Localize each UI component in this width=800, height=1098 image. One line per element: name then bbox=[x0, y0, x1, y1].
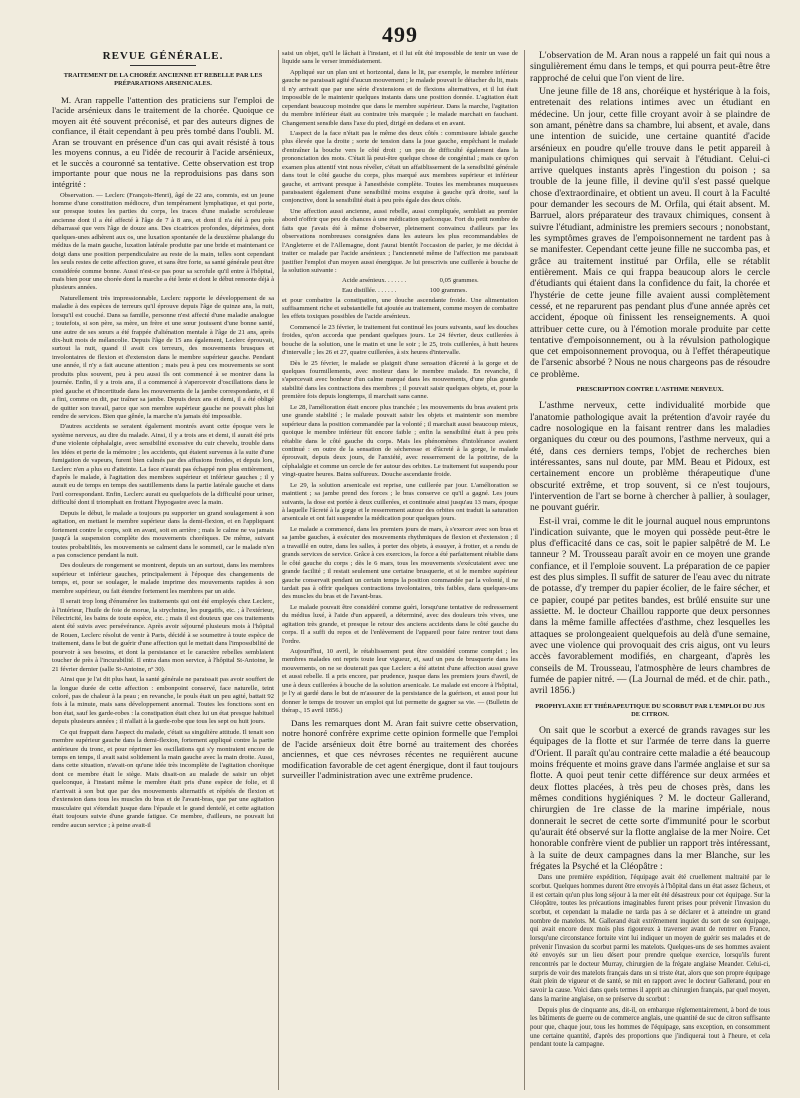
scurvy-title: PROPHYLAXIE ET THÉRAPEUTIQUE DU SCORBUT PAR L'EMPLOI DU JUS DE CITRON. bbox=[535, 702, 765, 718]
scurvy-paragraph-2: Dans une première expédition, l'équipage avait été cruellement maltraité par le scorbut. Quelques hommes durent être envoyés à l'hôpital dans un état assez fâcheux, et il est certain qu'un plus long séjour à la mer eût été désastreux pour cet équipage. Sur la Cléopâtre, toutes les précautions imaginables furent prises pour prévenir l'invasion du scorbut, et cependant la maladie ne tarda pas à se déclarer et à atteindre un grand nombre de matelots. M. Gallerand était extrêmement inquiet du sort de son équipage, qui avait encore deux mois plus rigoureux à traverser avant de rentrer en France, lorsqu'une circonstance fortuite vint lui indiquer un moyen de guérir ses malades et de prévenir l'invasion du scorbut parmi les matelots. Quelques-uns de ses hommes avaient été envoyés sur un lieu désert pour prendre quelque exercice, lorsqu'ils furent rencontrés par le docteur Murray, chirurgien de la frégate anglaise Meander. Celui-ci, surpris de voir des matelots français dans un si triste état, alors que son propre équipage était plein de vigueur et de santé, se mit en rapport avec le docteur Gallerand, pour en savoir la cause. Voici dans quels termes il apprit au chirurgien français, par quel moyen, dans la marine anglaise, on se préserve du scorbut : bbox=[530, 874, 770, 1003]
chorea-observation-12: Une affection aussi ancienne, aussi rebelle, aussi compliquée, semblait au premier abord n'offrir que peu de chances à une médication quelconque. Fort du petit nombre de faits que j'avais été à même d'observer, pleinement convaincu d'ailleurs par les observations nombreuses consignées dans les auteurs les plus recommandables de l'Angleterre et de l'Allemagne, dont j'aurai bientôt l'occasion de parler, je me décidai à traiter ce malade par l'acide arsénieux ; l'ancienneté même de l'affection me paraissait justifier l'emploi d'un moyen aussi énergique. Je lui prescrivis une cuillerée à bouche de la solution suivante : bbox=[282, 207, 518, 274]
recipe-1-name: Acide arsénieux bbox=[342, 277, 385, 285]
column-3 bbox=[530, 50, 770, 1090]
chorea-observation-15: Dès le 25 février, le malade se plaignit d'une sensation d'âcreté à la gorge et de quelques fourmillements, avec moiteur dans le membre malade. En revanche, il s'apercevait avec bonheur d'un calme marqué dans les mouvements, d'une plus grande stabilité dans les contractions des membres ; il pouvait saisir quelques objets, et, pour la première fois depuis longtemps, il marchait sans canne. bbox=[282, 359, 518, 401]
chorea-observation-13: et pour combattre la constipation, une douche ascendante froide. Une alimentation suffisamment riche et substantielle fut ajoutée au traitement, comme moyen de combattre les effets toxiques possibles de l'acide arsénieux. bbox=[282, 296, 518, 321]
asthma-paragraph-1: L'asthme nerveux, cette individualité morbide que l'anatomie pathologique avait la prétention d'avoir rayée du cadre nosologique en la faisant rentrer dans les maladies organiques du cœur ou des poumons, l'asthme nerveux, qui a été, dans ces derniers temps, l'objet de recherches bien intéressantes, sans nul doute, par MM. Beau et Pidoux, est certainement encore un problème thérapeutique d'une obscurité extrême, et trop souvent, si ce n'est toujours, l'intervention de l'art se borne à chercher à pallier, à soulager, ne pouvant guérir. bbox=[530, 400, 770, 514]
asthma-paragraph-2: Est-il vrai, comme le dit le journal auquel nous empruntons l'indication suivante, que le moyen qui possède peut-être le plus d'efficacité dans ce cas, soit le papier salpêtré de M. Le tanneur ? M. Trousseau paraît avoir en ce moyen une grande confiance, et il l'emploie souvent. La préparation de ce papier est des plus simples. Il suffit de saturer de l'eau avec du nitrate de potasse, d'y tremper du papier écolier, de le faire sécher, et ce papier, coupé par petites bandes, est brûlé ensuite sur une assiette. M. le docteur Chaillou rapporte que deux personnes dans la même famille affectées d'asthme, chez lesquelles les attaques se prolongeaient quelquefois au delà d'une semaine, avec une violence qui provoquait des cris aigus, ont vu leurs accès favorablement modifiés, en chargeant, d'après les conseils de M. Trousseau, l'atmosphère de leurs chambres de fumée de papier nitré. — (La Journal de méd. et de chir. path., avril 1856.) bbox=[530, 515, 770, 697]
chorea-observation-9: saisi un objet, qu'il le lâchait à l'instant, et il lui eût été impossible de tenir un vase de liquide sans le verser immédiatement. bbox=[282, 50, 518, 66]
chorea-observation-6: Il serait trop long d'énumérer les traitements qui ont été employés chez Leclerc, à l'intérieur, l'huile de foie de morue, la strychnine, les purgatifs, etc. ; à l'extérieur, l'électricité, les bains de toute espèce, etc. ; mais il est douteux que ces traitements aient été suivis avec persévérance. Après avoir séjourné plusieurs mois à l'hôpital de Rouen, Leclerc résolut de venir à Paris, décidé à se soumettre à toute espèce de traitement, dans le but de guérir d'une affection qui le mettait dans l'impossibilité de pourvoir à ses besoins, et dont la persistance et le caractère rebelles semblaient toucher de près à l'incurabilité. Il entra dans mon service, à l'hôpital St-Antoine, le 21 février dernier (salle St-Antoine, nº 30). bbox=[52, 598, 274, 673]
chorea-comment: Dans les remarques dont M. Aran fait suivre cette observation, notre honoré confrère exprime cette opinion formelle que l'emploi de l'acide arsénieux doit être borné au traitement des chorées anciennes, et que ces névroses récentes ne requièrent aucune modification favorable de cet agent énergique, dont il faut toujours surveiller l'administration avec une extrême prudence. bbox=[282, 717, 518, 781]
chorea-title: TRAITEMENT DE LA CHORÉE ANCIENNE ET REBELLE PAR LES PRÉPARATIONS ARSENICALES. bbox=[63, 72, 263, 88]
chorea-observation-16: Le 28, l'amélioration était encore plus tranchée ; les mouvements du bras avaient pris une grande stabilité ; le malade pouvait saisir les objets et maintenir son membre supérieur dans la position commandée par la volonté ; il marchait aussi beaucoup mieux, quoique le membre inférieur fût encore faible ; enfin la sensibilité était à peu près rétablie dans le côté gauche du corps. Mais les phénomènes d'intolérance avaient continué : en outre de la sensation de sécheresse et d'âcreté à la gorge, le malade éprouvait, depuis deux jours, de l'anxiété, avec resserrement de la poitrine, de la céphalalgie et comme un cercle de fer autour des orbites. Le traitement fut suspendu pour vingt-quatre heures. Bains sulfureux. Douche ascendante froide. bbox=[282, 403, 518, 479]
chorea-observation-4: Depuis le début, le malade a toujours pu supporter un grand soulagement à son agitation, en mettant le membre supérieur dans la demi-flexion, et en l'appliquant fortement contre le corps, soit en avant, soit en arrière ; mais le calme ne va jamais jusqu'à la suspension complète des mouvements choréiques. De même, suivant toutes probabilités, les mouvements se calment dans le sommeil, car le malade n'en a pas conscience pendant la nuit. bbox=[52, 509, 274, 559]
recipe-line-1: Acide arsénieux. . . . . . . 0,05 grammes. bbox=[342, 277, 479, 285]
chorea-case: Une jeune fille de 18 ans, choréique et hystérique à la fois, entretenait des relations intimes avec un étudiant en médecine. Un jour, cette fille croyant avoir à se plaindre de son amant, pénètre dans sa chambre, lui absent, et avale, dans une intention de suicide, une certaine quantité d'acide arsénieux en poudre qu'elle trouve dans le petit appareil à manipulations chimiques qui servait à l'étudiant. Celui-ci arrive quelques instants après l'ingestion du poison ; sa trouble de la jeune fille, il devine qu'il s'est passé quelque chose d'extraordinaire, et obtient un aveu. Il court à la Faculté pour demander les secours de M. Orfila, qui était absent. M. Barruel, alors préparateur des travaux chimiques, consent à suivre l'étudiant, administre les premiers secours ; nonobstant, les symptômes graves de l'empoisonnement ne tardent pas à se manifester. Cependant cette jeune fille ne succomba pas, et grâce au traitement institué par Orfila, elle se rétablit entièrement. Mais ce qui frappa beaucoup alors le cercle d'étudiants qui étaient dans la confidence du fait, la chorée et l'hystérie de cette jeune fille avaient aussi complètement cessé, et ne reparurent pas pendant plus d'une année après cet accident, époque où finissent les renseignements. A quoi attribuer cette cure, ou à l'émotion morale produite par cette tentative d'empoisonnement, ou à la révulsion pathologique que cet empoisonnement provoqua, ou à l'effet thérapeutique de l'arsenic absorbé ? Nous ne nous chargeons pas de résoudre ce problème. bbox=[530, 85, 770, 380]
scurvy-paragraph-3: Depuis plus de cinquante ans, dit-il, on embarque réglementairement, à bord de tous les bâtiments de guerre ou de commerce anglais, une quantité de suc de citron suffisante pour que, chaque jour, tous les hommes de l'équipage, sans exception, en consomment une certaine quantité, d'après des proportions que j'indiquerai tout à l'heure, et cela pendant toute la campagne. bbox=[530, 1006, 770, 1049]
scurvy-paragraph-1: On sait que le scorbut a exercé de grands ravages sur les équipages de la flotte et sur l'armée de terre dans la guerre d'Orient. Il paraît qu'au contraire cette maladie a été beaucoup moins fréquente et moins grave dans l'armée anglaise et sur sa flotte. A quoi peut tenir cette différence sur deux armées et deux flottes placées, à très peu de choses près, dans les mêmes conditions hygiéniques ? M. le docteur Gallerand, chirurgien de 1re classe de la marine impériale, nous donnerait le secret de cette sorte d'immunité pour le scorbut qu'aurait été observé sur la flotte anglaise de la mer Noire. Cet honorable confrère vient de publier un rapport très intéressant, à la suite de deux campagnes dans la mer Blanche, sur les frégates la Psyché et la Cléopâtre : bbox=[530, 725, 770, 872]
column-2 bbox=[282, 50, 518, 1090]
chorea-observation-8: Ce qui frappait dans l'aspect du malade, c'était sa singulière attitude. Il tenait son membre supérieur gauche dans la demi-flexion, fortement appliqué contre la partie antérieure du tronc, et pour réprimer les oscillations qui s'y montraient encore de temps en temps, il avait saisi solidement la main gauche avec la main droite. Aussi, dans cette situation, n'avait-on qu'une idée très incomplète de l'agitation choréique dont ce membre était le siège. Mais disait-on au malade de saisir un objet quelconque, à l'instant même le membre était pris d'une espèce de folie, et il n'arrivait à son but que par des mouvements alternatifs et répétés de flexion et d'extension dans tous les muscles du bras et de l'avant-bras, que par une agitation musculaire qui s'étendait jusque dans l'épaule et le grand dentelé, et cette agitation était toujours suivie d'une grande fatigue. Ce membre, d'ailleurs, ne pouvait lui rendre aucun service ; à peine avait-il bbox=[52, 728, 274, 829]
chorea-observation-18: Le malade a commencé, dans les premiers jours de mars, à s'exercer avec son bras et sa jambe gauches, à exécuter des mouvements rhythmiques de flexion et d'extension ; il a travaillé en outre, dans les salles, à porter des objets, à essuyer, à frotter, et a rendu de grands services de service. Grâce à ces exercices, la force a été parfaitement rétablie dans le côté gauche du corps ; dès le 6 mars, tous les mouvements s'exécutaient avec une grande facilité ; il restait seulement une certaine brusquerie, et si le membre supérieur gauche conservait pendant un certain temps la position commandée par la volonté, il ne tardait pas à offrir quelques contractions involontaires, très faibles, dans quelques-uns des muscles du bras et de l'avant-bras. bbox=[282, 525, 518, 601]
chorea-observation-14: Commencé le 23 février, le traitement fut continué les jours suivants, sauf les douches froides, qu'on accorda que pendant quelques jours. Le 24 février, deux cuillerées à bouche de la solution, une le matin et une le soir ; le 25, trois cuillerées, à huit heures d'intervalle ; les 26 et 27, quatre cuillerées, à six heures d'intervalle. bbox=[282, 323, 518, 357]
chorea-observation-7: Ainsi que je l'ai dit plus haut, la santé générale ne paraissait pas avoir souffert de la longue durée de cette affection : embonpoint conservé, face naturelle, teint coloré, pas de chaleur à la peau ; en revanche, le pouls était un peu agité, battait 92 fois à la minute, mais sans développement anormal. Toutes les fonctions sont en bon état, sauf les garde-robes : la constipation était chez lui un état presque habituel depuis plusieurs années ; il n'allait à la garde-robe que tous les sept ou huit jours. bbox=[52, 676, 274, 726]
column-1 bbox=[52, 50, 274, 1090]
page-number: 499 bbox=[382, 22, 418, 47]
heading-rule bbox=[130, 65, 197, 66]
chorea-observation-20: Aujourd'hui, 10 avril, le rétablissement peut être considéré comme complet ; les membres malades ont repris toute leur vigueur, et, sauf un peu de brusquerie dans les mouvements, on ne se douterait pas que Leclerc a été atteint d'une affection aussi grave et aussi rebelle. Il a pris encore, par prudence, jusque dans les premiers jours d'avril, de une à deux cuillerées à bouche de la solution arsenicale. Le malade est encore à l'hôpital, je l'y ai gardé dans le but de m'assurer de la persistance de la guérison, et aussi pour lui donner le temps de trouver un emploi qui lui permette de gagner sa vie. — (Bulletin de thérap., 15 avril 1856.) bbox=[282, 648, 518, 715]
chorea-observation-10: Appliqué sur un plan uni et horizontal, dans le lit, par exemple, le membre inférieur gauche ne paraissait agité d'aucun mouvement ; le malade pouvait le détacher du lit, mais il n'y arrivait que par une série d'extensions et de flexions alternatives, et il lui était impossible de le maintenir quelques instants dans une position donnée. L'agitation était cependant beaucoup moindre que dans le membre supérieur. Dans la marche, l'agitation du membre inférieur était au contraire très marquée ; le malade marchait en fauchant. Changement sensible dans l'axe du pied, dirigé en dedans et en avant. bbox=[282, 68, 518, 127]
chorea-observation-1: Observation. — Leclerc (François-Henri), âgé de 22 ans, commis, est un jeune homme d'une constitution médiocre, d'un tempérament lymphatique, et qui porte, sur presque toutes les parties du corps, les traces d'une maladie scrofuleuse ancienne dont il a été affecté à l'âge de 7 à 8 ans, et dont il n'a été à peu près débarrassé que vers l'âge de douze ans. Des cicatrices profondes, déprimées, dont quelques-unes adhèrent aux os, une luxation spontanée de la deuxième phalange du médius de la main gauche, luxation latérale produite par une bride et maintenant ce doigt dans une position perpendiculaire au reste de la main, telles sont cependant les seuls restes de cette affection grave, et sans être forte, sa santé générale peut être considérée comme bonne. Aussi n'est-ce pas pour sa scrofule qu'il entre à l'hôpital, mais bien pour une chorée dont la marche a été lente et dont le début remonte déjà à plusieurs années. bbox=[52, 191, 274, 292]
chorea-observation-19: Le malade pouvait être considéré comme guéri, lorsqu'une tentative de redressement du médius luxé, à l'aide d'un appareil, a déterminé, avec des douleurs très vives, une agitation très grande, et presque le retour des anciens accidents dans le côté gauche du corps. Il a suffi du repos et de l'enlèvement de l'appareil pour faire rentrer tout dans l'ordre. bbox=[282, 603, 518, 645]
recipe-line-2: Eau distillée. . . . . . . 100 grammes. bbox=[342, 286, 468, 294]
chorea-intro: M. Aran rappelle l'attention des praticiens sur l'emploi de l'acide arsénieux dans le traitement de la chorée. Quoique ce moyen ait été souvent préconisé, et par des auteurs dignes de confiance, il était cependant à peu près tombé dans l'oubli. M. Aran se trouvant en présence d'un cas qui avait résisté à tous les moyens connus, a eu l'idée de recourir à l'acide arsénieux, et le succès a couronné sa tentative. Cette observation est trop importante pour que nous ne la reproduisions pas dans son intégrité : bbox=[52, 94, 274, 190]
recipe-2-name: Eau distillée bbox=[342, 286, 375, 294]
recipe-2-quantity: 100 grammes. bbox=[429, 286, 468, 294]
asthma-title: PRESCRIPTION CONTRE L'ASTHME NERVEUX. bbox=[576, 386, 724, 394]
chorea-observation-3: D'autres accidents se seraient également montrés avant cette époque vers le système nerveux, au dire du malade. Ainsi, il y a trois ans et demi, il aurait été pris d'une violente céphalalgie, avec sensibilité excessive du cuir chevelu, trouble dans les idées et perte de la mémoire ; les accidents, qui étaient survenus à la suite d'une fumigation de vapeurs, furent bien calmés par des affusions froides, et depuis lors, Leclerc n'en a plus eu d'atteinte. La face n'aurait pas échappé non plus entièrement, d'après le malade, à l'agitation des membres supérieur et inférieur gauches ; il y aurait eu de temps en temps des sautillements dans la partie latérale gauche et dans l'œil correspondant. Enfin, Leclerc aurait eu quelquefois de la difficulté pour uriner, difficulté dont il triomphait en frottant l'hypogastre avec la main. bbox=[52, 423, 274, 507]
chorea-observation-11: L'aspect de la face n'était pas le même des deux côtés : commissure labiale gauche plus élevée que la droite ; sorte de tension dans la joue gauche, empêchant le malade d'entraîner la bouche vers le côté droit ; un peu de difficulté également dans la prononciation des mots. C'était là peut-être quelque chose de congénital ; mais ce qu'on examen plus attentif vint nous révéler, c'était un affaiblissement de la sensibilité générale dans tout le côté gauche du corps, plus marqué aux membres supérieur et inférieur gauche, et arrivant presque à l'anesthésie complète. Toutes les membranes muqueuses paraissaient également d'une sensibilité moins exquise à gauche qu'à droite, sauf la conjonctive, dont la sensibilité était à peu près égale des deux côtés. bbox=[282, 129, 518, 205]
chorea-observation-17: Le 29, la solution arsenicale est reprise, une cuillerée par jour. L'amélioration se maintient ; sa jambe prend des forces ; le bras conserve ce qu'il a gagné. Les jours suivants, la dose est portée à deux cuillerées, et continuée ainsi jusqu'au 13 mars, époque à laquelle l'âcreté à la gorge et le resserrement autour des orbites ont traduit la saturation arsenicale et ont fait suspendre la médication pour quelques jours. bbox=[282, 481, 518, 523]
chorea-comment-2: L'observation de M. Aran nous a rappelé un fait qui nous a singulièrement ému dans le temps, et qui pourra peut-être être rapproché de celui que l'on vient de lire. bbox=[530, 50, 770, 84]
section-heading: REVUE GÉNÉRALE. bbox=[102, 50, 224, 62]
column-rule-left bbox=[278, 50, 279, 1090]
column-rule-right bbox=[524, 50, 525, 1090]
chorea-observation-5: Des douleurs de rongement se montrent, depuis un an surtout, dans les membres supérieur et inférieur gauches, principalement à l'époque des changements de temps, et, pour se soulager, le malade imprime des mouvements rapides à son membre supérieur, ou fait étendre fortement les membres par un aide. bbox=[52, 562, 274, 595]
recipe-1-quantity: 0,05 grammes. bbox=[439, 277, 479, 285]
chorea-observation-2: Naturellement très impressionnable, Leclerc rapporte le développement de sa maladie à des espèces de terreurs qu'il éprouve depuis l'âge de quinze ans, la nuit, lorsqu'il est couché. Dans sa famille, personne n'est affecté d'une maladie analogue ; toutefois, si son père, sa mère, un frère et une sœur jouissent d'une bonne santé, une autre de ses sœurs a été frappée d'aliénation mentale à l'âge de 21 ans, après dix-huit mois de mélancolie. Depuis l'âge de 15 ans également, Leclerc éprouvait, surtout la nuit, quand il avait ces terreurs, des mouvements brusques et involontaires de flexion et d'extension dans le membre supérieur gauche. Pendant une année, il n'y a fait aucune attention ; mais peu à peu ces mouvements se sont produits plus souvent, peu à peu aussi ils ont commencé à se montrer dans la journée. Enfin, il y a trois ans, il a commencé à s'apercevoir d'oscillations dans le pied gauche et d'incertitude dans les mouvements de la jambe correspondante, et il a fini, comme on dit, par traîner sa jambe. Depuis deux ans et demi, il a été obligé de quitter son travail, parce que son membre supérieur gauche ne pouvait plus lui rendre de services. Bien que gênée, la marche n'a jamais été impossible. bbox=[52, 294, 274, 420]
